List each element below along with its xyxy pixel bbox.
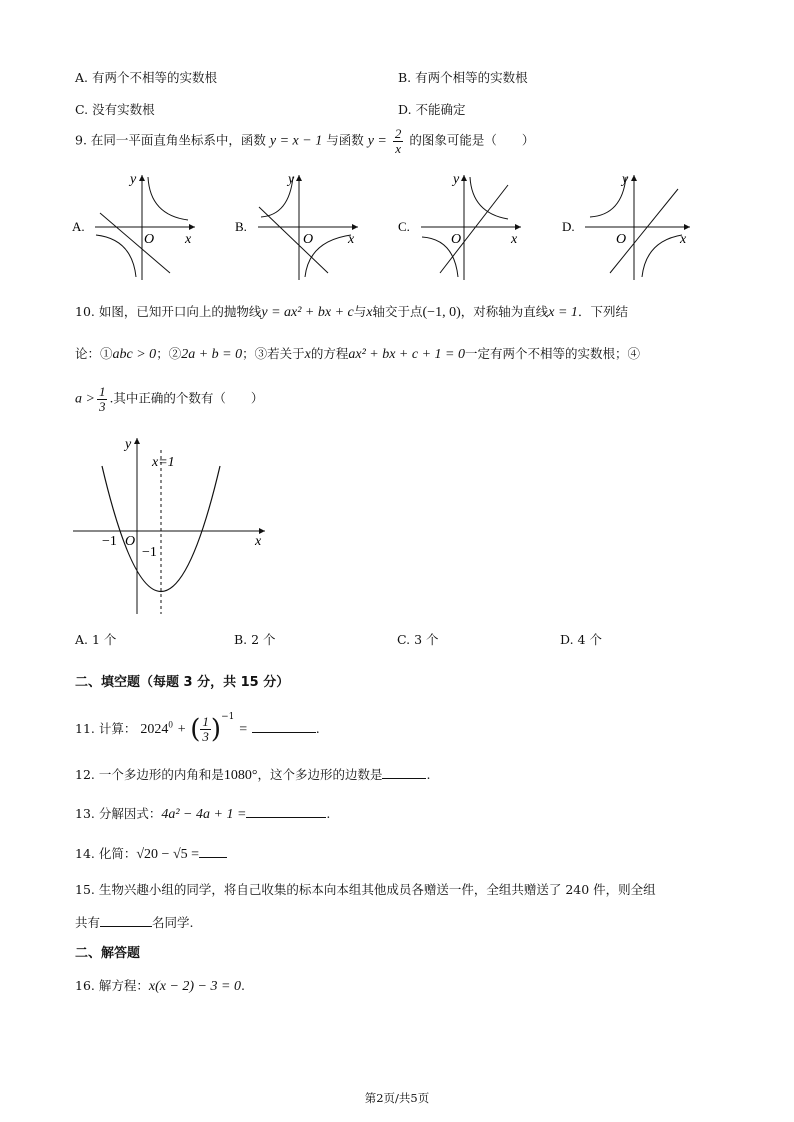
svg-text:y: y: [130, 172, 137, 187]
q10-neg1-y: −1: [142, 545, 157, 560]
q12: 12. 一个多边形的内角和是1080°，这个多边形的边数是 .: [75, 767, 431, 783]
q12-answer-blank[interactable]: [382, 766, 426, 779]
q10-option-a: A. 1 个: [75, 632, 117, 647]
svg-text:x: x: [680, 232, 687, 247]
q9-graph-d: [562, 172, 690, 280]
svg-text:O: O: [616, 232, 627, 247]
q9-stem: [75, 127, 534, 155]
q15-line-1: 15. 生物兴趣小组的同学，将自己收集的标本向本组其他成员各赠送一件，全组共赠送了 240 件，则全组: [75, 882, 656, 897]
q9-graphs: [70, 165, 790, 285]
page-footer: 第2页/共5页: [364, 1091, 430, 1105]
section2-heading: 二、填空题（每题 3 分，共 15 分）: [75, 675, 290, 690]
svg-text:y: y: [125, 437, 132, 452]
q16: 16. 解方程：x(x − 2) − 3 = 0.: [75, 978, 245, 994]
q9-graph-b: [235, 172, 358, 280]
q9-graph-a: [72, 172, 195, 280]
svg-text:O: O: [144, 232, 155, 247]
q8-option-b: B. 有两个相等的实数根: [398, 70, 528, 85]
q10-option-b: B. 2 个: [234, 632, 276, 647]
q14-answer-blank[interactable]: [199, 845, 227, 858]
svg-text:x: x: [511, 232, 518, 247]
q10-option-d: D. 4 个: [560, 632, 602, 647]
q8-option-a: A. 有两个不相等的实数根: [75, 70, 217, 85]
q9-text-mid: 与函数: [326, 132, 364, 148]
q9-fraction: $\frac{2}{x}$: [394, 126, 402, 156]
q11: 11. 计算： 2024$^0$ + ( $\frac{1}{3}$ )$^{-1}$ = .: [75, 712, 320, 745]
svg-text:O: O: [451, 232, 462, 247]
q14: 14. 化简：√20 − √5 =: [75, 844, 227, 863]
q11-answer-blank[interactable]: [252, 720, 316, 733]
q10-line-2: 论：①abc > 0；②2a + b = 0；③若关于x的方程ax² + bx + c + 1 = 0一定有两个不相等的实数根；④: [75, 346, 641, 362]
q9-graph-c-label: C.: [398, 219, 410, 234]
q10-line-1: 10. 如图，已知开口向上的抛物线y = ax² + bx + c与x轴交于点(−1, 0)，对称轴为直线x = 1．下列结: [75, 304, 628, 320]
q10-option-c: C. 3 个: [397, 632, 439, 647]
svg-text:y: y: [622, 172, 629, 187]
q8-option-d: D. 不能确定: [398, 102, 466, 117]
q9-func-lhs: y =: [367, 133, 387, 149]
q15-line-2: 共有 名同学.: [75, 915, 194, 930]
q9-graph-a-label: A.: [72, 219, 85, 234]
q10-line-3: a > $\frac{1}{3}$ .其中正确的个数有（ ）: [75, 384, 264, 414]
q10-neg1-x: −1: [102, 534, 117, 549]
q9-text-pre: 9. 在同一平面直角坐标系中，函数: [75, 132, 266, 148]
q9-text-post: 的图象可能是（ ）: [409, 132, 535, 148]
svg-text:O: O: [125, 534, 136, 549]
svg-text:y: y: [453, 172, 460, 187]
q13: 13. 分解因式：4a² − 4a + 1 = .: [75, 806, 331, 822]
section3-heading: 二、解答题: [75, 946, 141, 961]
svg-text:O: O: [303, 232, 314, 247]
q9-func-linear: y = x − 1: [269, 133, 323, 149]
q13-answer-blank[interactable]: [246, 805, 326, 818]
q15-answer-blank[interactable]: [100, 914, 152, 927]
q9-graph-d-label: D.: [562, 219, 575, 234]
q8-option-c: C. 没有实数根: [75, 102, 155, 117]
svg-text:x: x: [185, 232, 192, 247]
svg-text:y: y: [288, 172, 295, 187]
q9-graph-c: [398, 172, 521, 280]
svg-text:x: x: [255, 534, 262, 549]
svg-text:x: x: [348, 232, 355, 247]
q10-graph: [70, 432, 270, 617]
q9-graph-b-label: B.: [235, 219, 247, 234]
q10-axis-label: x=1: [152, 455, 175, 470]
